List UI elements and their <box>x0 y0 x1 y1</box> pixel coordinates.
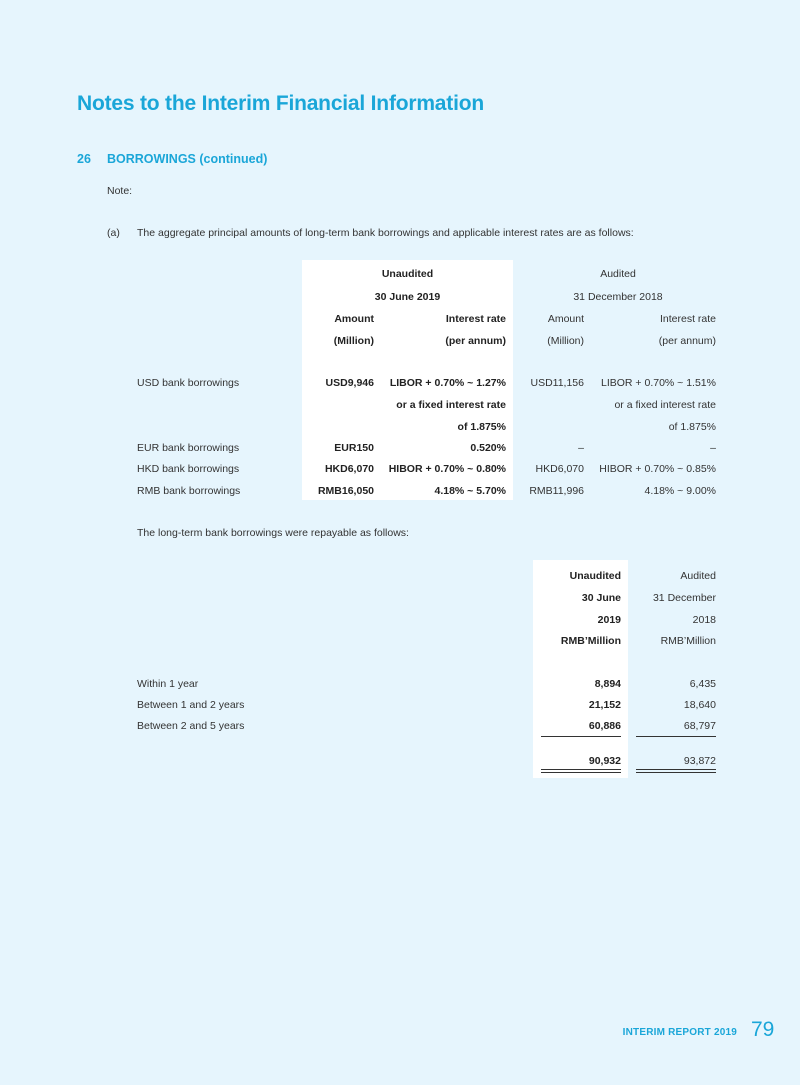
total-double-rule-2018-a <box>636 769 716 770</box>
total-double-rule-2018-b <box>636 772 716 773</box>
row-amount-2018: – <box>578 442 584 454</box>
row-label: RMB bank borrowings <box>137 485 241 497</box>
rates-date-unaudited: 30 June 2019 <box>374 291 441 303</box>
rates-unit-rate-2018: (per annum) <box>658 335 716 347</box>
row-value-2018: 6,435 <box>689 678 716 690</box>
rates-unit-rate-2019: (per annum) <box>445 335 506 347</box>
repay-h-unaudited: Unaudited <box>569 570 621 582</box>
row-rate-2019: 4.18% ~ 5.70% <box>434 485 506 497</box>
subtotal-rule-2018 <box>636 736 716 737</box>
section-heading <box>77 152 267 166</box>
row-value-2019: 60,886 <box>588 720 621 732</box>
repay-h-audited: Audited <box>680 570 716 582</box>
page-number: 79 <box>751 1018 775 1041</box>
row-label: HKD bank borrowings <box>137 463 240 475</box>
row-label: USD bank borrowings <box>137 377 240 389</box>
row-rate-2018: of 1.875% <box>668 421 716 433</box>
row-amount-2018: USD11,156 <box>530 377 584 389</box>
row-value-2019: 8,894 <box>594 678 621 690</box>
row-rate-2018: LIBOR + 0.70% ~ 1.51% <box>601 377 716 389</box>
note-a-text: The aggregate principal amounts of long-term bank borrowings and applicable interest rates are as follows: <box>137 227 634 239</box>
row-value-2018: 18,640 <box>683 699 716 711</box>
section-title: BORROWINGS <box>107 152 196 166</box>
row-amount-2019: EUR150 <box>334 442 374 454</box>
note-a-marker: (a) <box>107 227 120 239</box>
rates-unit-amount-2018: (Million) <box>547 335 584 347</box>
row-label: Between 1 and 2 years <box>137 699 245 711</box>
row-rate-2019: or a fixed interest rate <box>396 399 506 411</box>
row-label: EUR bank borrowings <box>137 442 240 454</box>
total-2019: 90,932 <box>588 755 621 767</box>
row-label: Between 2 and 5 years <box>137 720 245 732</box>
rates-col-amount-2019: Amount <box>334 313 374 325</box>
rates-col-rate-2018: Interest rate <box>659 313 716 325</box>
rates-col-amount-2018: Amount <box>547 313 584 325</box>
repay-h-audited-unit: RMB’Million <box>660 635 716 647</box>
repay-h-unaudited-unit: RMB’Million <box>560 635 621 647</box>
total-double-rule-2019-b <box>541 772 621 773</box>
row-amount-2019: USD9,946 <box>325 377 374 389</box>
repay-h-audited-date1: 31 December <box>652 592 716 604</box>
note-label: Note: <box>107 185 133 197</box>
rates-date-audited: 31 December 2018 <box>573 291 663 303</box>
row-rate-2019: HIBOR + 0.70% ~ 0.80% <box>388 463 506 475</box>
rates-unit-amount-2019: (Million) <box>333 335 374 347</box>
repay-intro: The long-term bank borrowings were repayable as follows: <box>137 527 409 539</box>
total-2018: 93,872 <box>683 755 716 767</box>
row-rate-2019: LIBOR + 0.70% ~ 1.27% <box>389 377 506 389</box>
row-rate-2018: – <box>710 442 716 454</box>
row-rate-2019: 0.520% <box>470 442 506 454</box>
repay-h-unaudited-date1: 30 June <box>581 592 621 604</box>
row-label: Within 1 year <box>137 678 199 690</box>
row-amount-2018: HKD6,070 <box>535 463 584 475</box>
subtotal-rule-2019 <box>541 736 621 737</box>
rates-col-rate-2019: Interest rate <box>445 313 506 325</box>
footer-report-label: INTERIM REPORT 2019 <box>622 1027 737 1038</box>
row-rate-2018: HIBOR + 0.70% ~ 0.85% <box>599 463 716 475</box>
section-suffix: (continued) <box>199 152 268 166</box>
section-number: 26 <box>77 152 91 166</box>
row-amount-2019: RMB16,050 <box>317 485 374 497</box>
row-amount-2019: HKD6,070 <box>324 463 374 475</box>
row-rate-2018: 4.18% ~ 9.00% <box>644 485 716 497</box>
row-rate-2019: of 1.875% <box>457 421 506 433</box>
page-title: Notes to the Interim Financial Information <box>77 92 484 115</box>
row-amount-2018: RMB11,996 <box>529 485 584 497</box>
row-value-2018: 68,797 <box>683 720 716 732</box>
repay-h-unaudited-date2: 2019 <box>597 614 621 626</box>
repay-h-audited-date2: 2018 <box>692 614 716 626</box>
row-rate-2018: or a fixed interest rate <box>614 399 716 411</box>
rates-group-unaudited: Unaudited <box>381 268 434 280</box>
total-double-rule-2019-a <box>541 769 621 770</box>
row-value-2019: 21,152 <box>588 699 621 711</box>
rates-group-audited: Audited <box>600 268 636 280</box>
